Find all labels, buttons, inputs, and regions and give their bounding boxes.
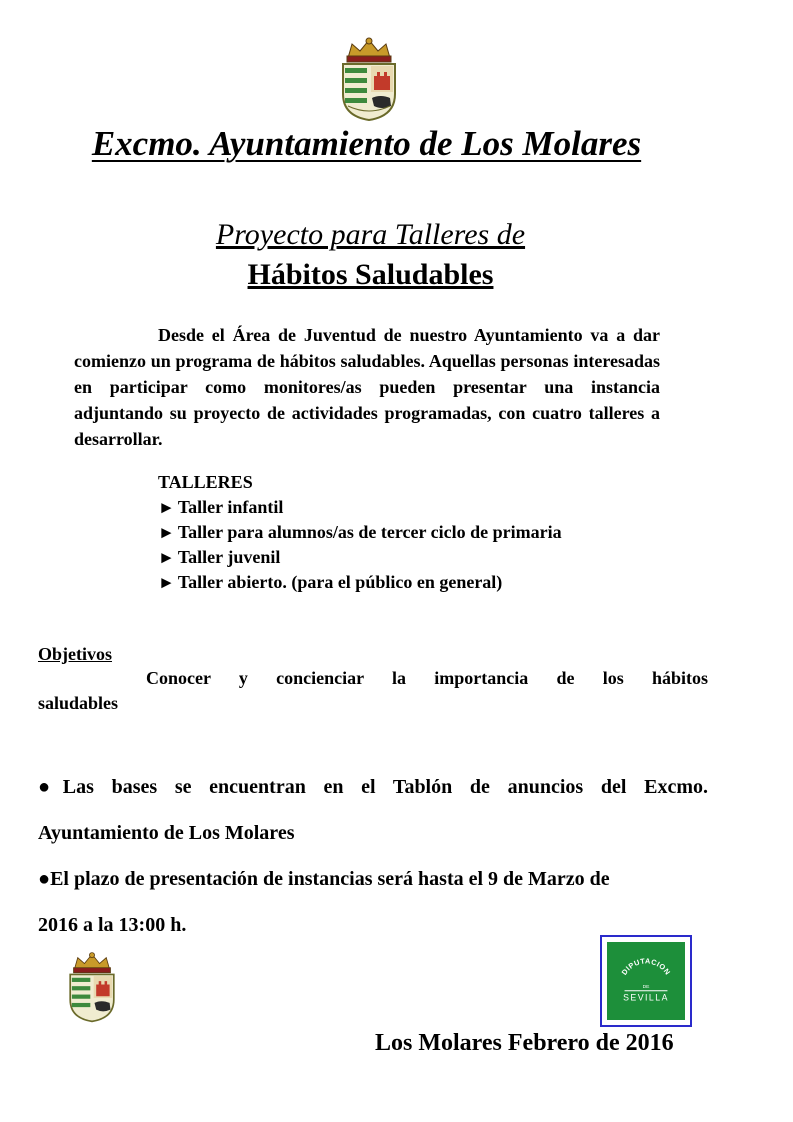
project-subtitle: Hábitos Saludables [247, 258, 494, 291]
bases-line: 2016 a la 13:00 h. [38, 914, 187, 936]
diputacion-text-top: DIPUTACION [619, 956, 673, 977]
diputacion-text-bottom: SEVILLA [623, 992, 669, 1003]
bases-line: ●El plazo de presentación de instancias será hasta el 9 de Marzo de [38, 868, 610, 890]
objetivos-line: saludables [38, 693, 119, 713]
list-item: ► Taller infantil [158, 495, 562, 520]
talleres-heading: TALLERES [158, 472, 253, 492]
bases-line: Ayuntamiento de Los Molares [38, 822, 295, 844]
coat-of-arms-bottom [66, 944, 118, 1030]
objetivos-text [38, 666, 708, 716]
bases-line: ●Las bases se encuentran en el Tablón de anuncios del Excmo. [38, 776, 708, 798]
diputacion-text-mid: DE [642, 984, 650, 990]
intro-paragraph [74, 322, 660, 452]
coat-of-arms-top [338, 36, 400, 122]
talleres-list [158, 470, 562, 595]
page-title: Excmo. Ayuntamiento de Los Molares [91, 124, 642, 163]
objetivos-label: Objetivos [38, 644, 112, 664]
objetivos-line: Conocer y concienciar la importancia de los hábitos [146, 668, 708, 688]
intro-text: Desde el Área de Juventud de nuestro Ayuntamiento va a dar comienzo un programa de hábitos saludables. Aquellas personas interesadas en participar como monitores/as pueden presentar una instancia adjuntando su proyecto de actividades programadas, con cuatro talleres a desarrollar. [74, 325, 660, 449]
list-item: ► Taller juvenil [158, 545, 562, 570]
project-title: Proyecto para Talleres de [215, 218, 526, 251]
list-item: ► Taller para alumnos/as de tercer ciclo de primaria [158, 520, 562, 545]
list-item: ► Taller abierto. (para el público en general) [158, 570, 562, 595]
diputacion-sevilla-logo [600, 935, 692, 1027]
bases-section [38, 764, 708, 948]
footer-date: Los Molares Febrero de 2016 [375, 1030, 674, 1056]
